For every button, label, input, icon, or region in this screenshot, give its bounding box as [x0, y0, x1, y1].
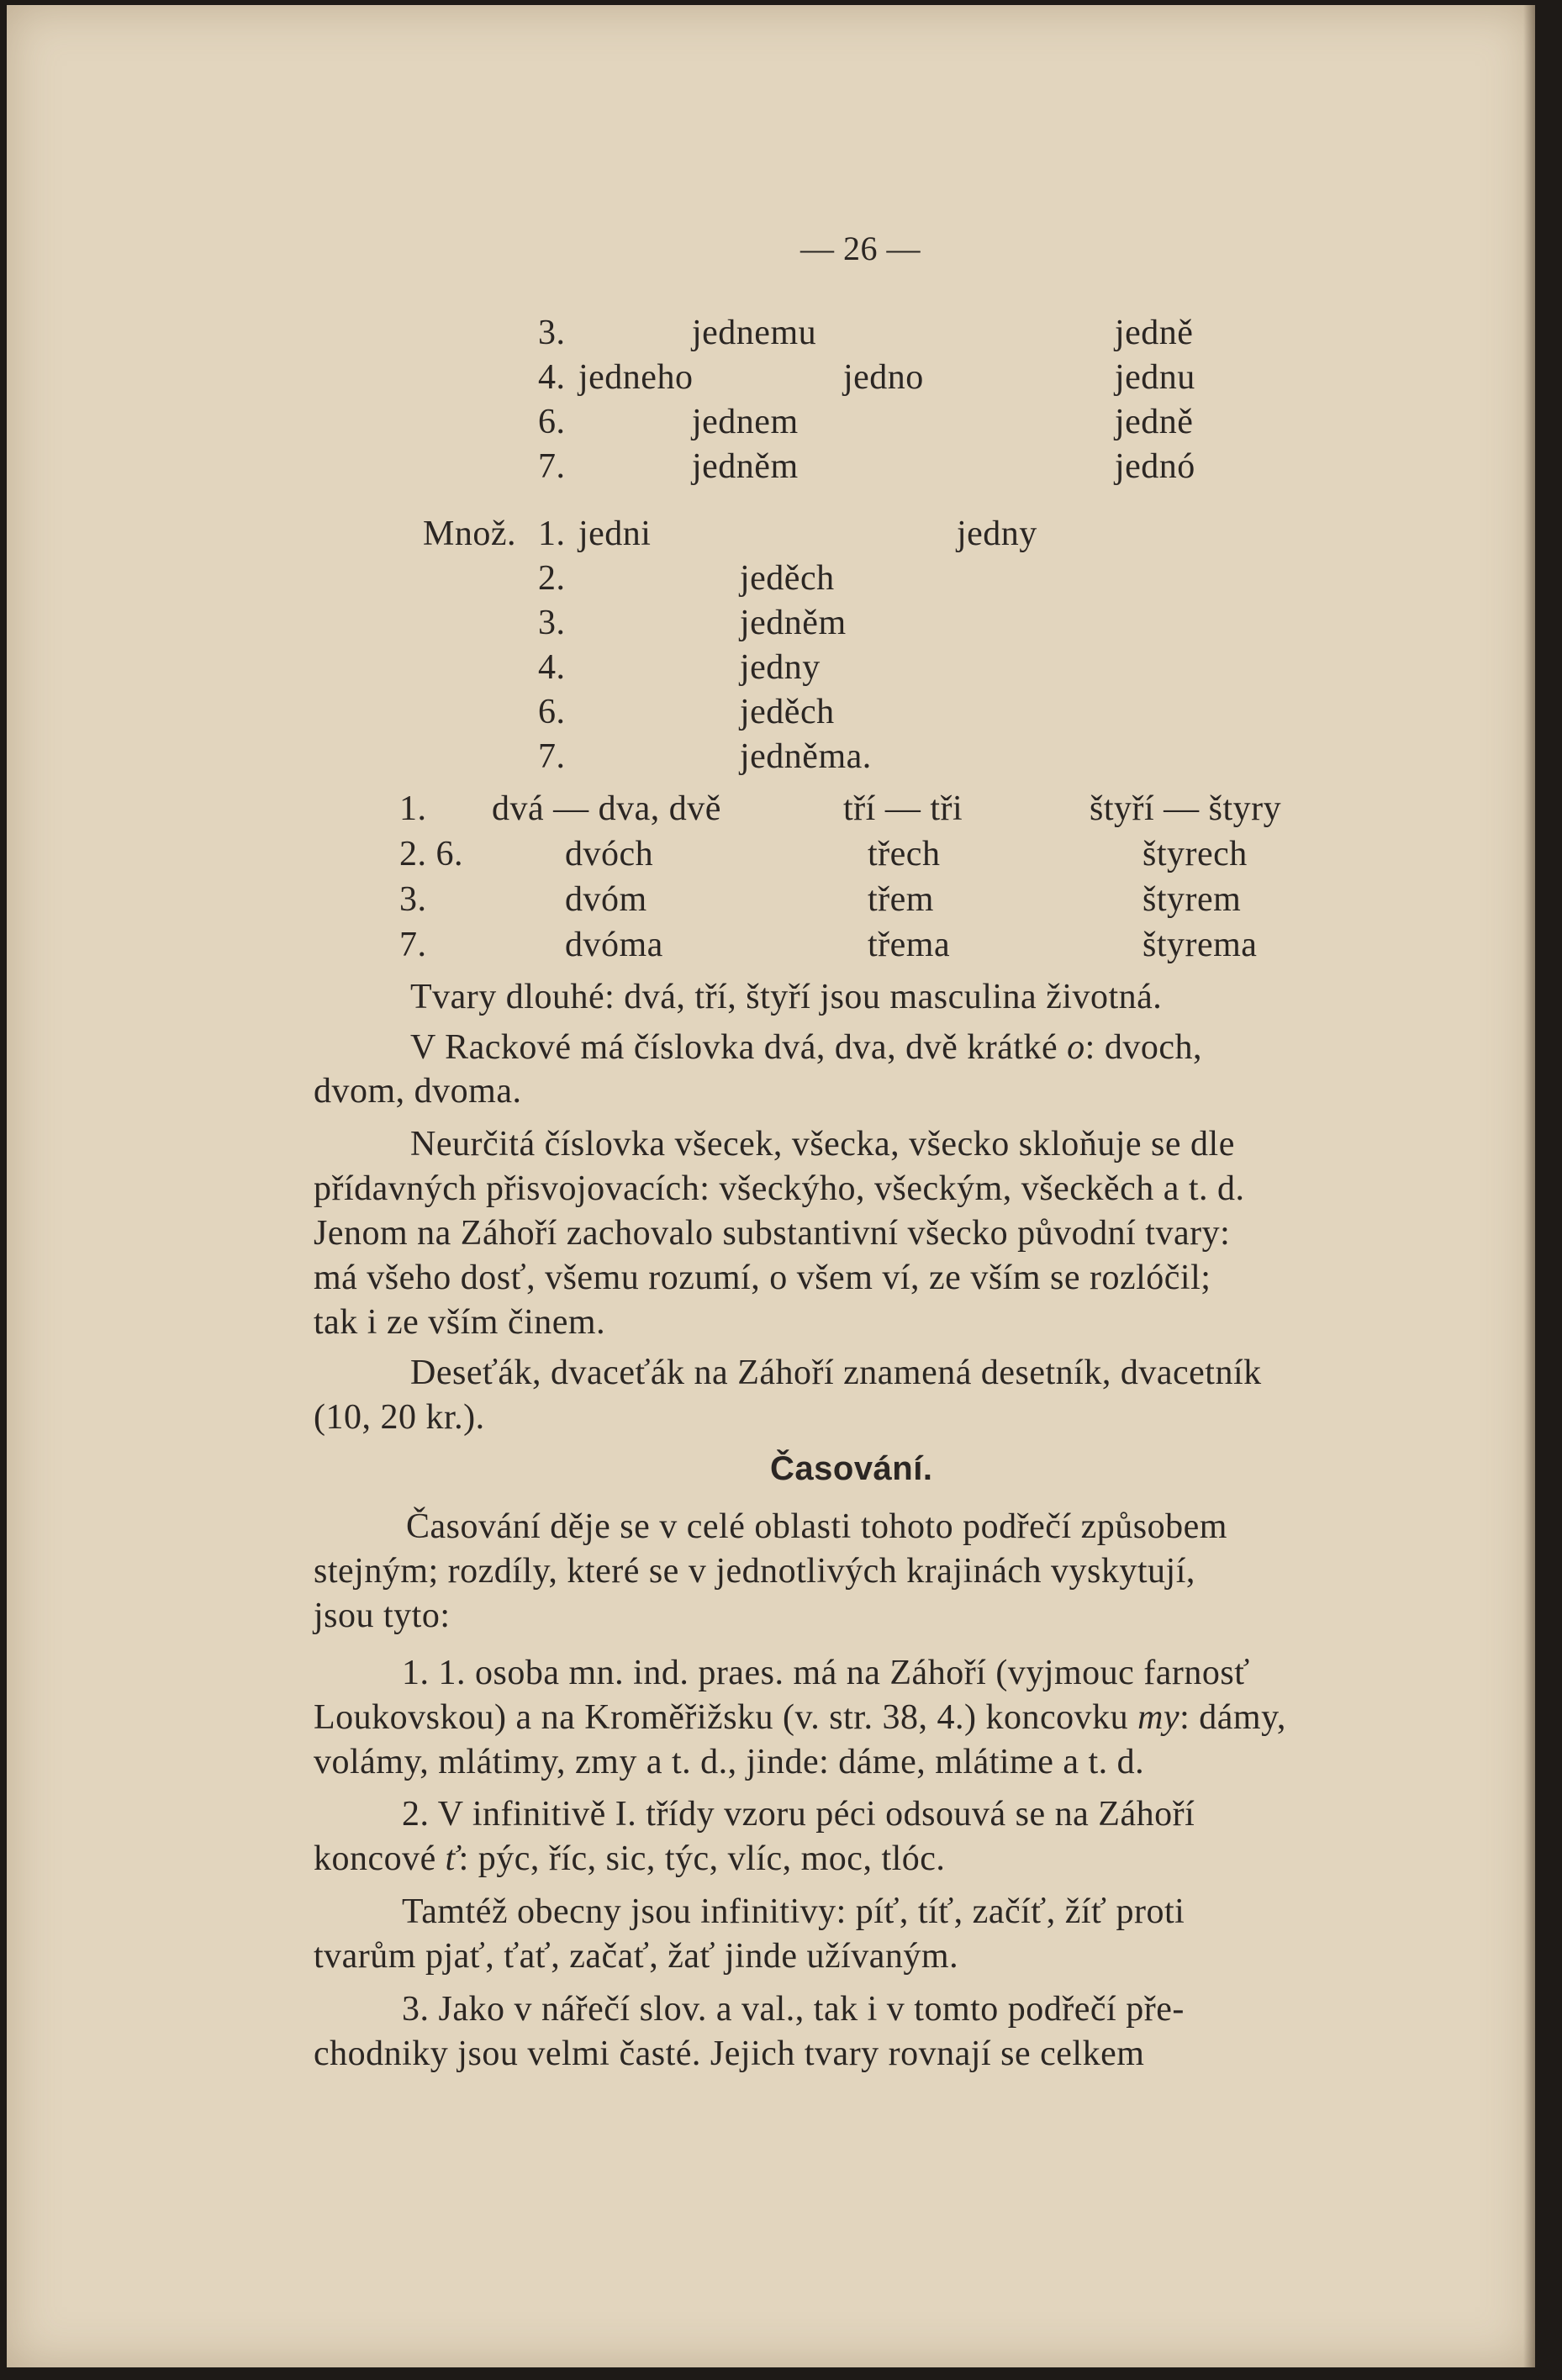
plural-label: Množ. [423, 515, 516, 553]
case-number: 7. [399, 926, 427, 964]
case-number: 3. [399, 880, 427, 919]
form-fem: jednó [1115, 447, 1195, 486]
italic-letter: o [1067, 1028, 1085, 1067]
book-page [7, 5, 1535, 2367]
case-number: 3. [538, 314, 566, 352]
form-masc: jedněm [692, 447, 799, 486]
form: jeděch [740, 559, 835, 598]
paragraph-line: Deseťák, dvaceťák na Záhoří znamená desetník, dvacetník [410, 1354, 1262, 1392]
paragraph-line: 3. Jako v nářečí slov. a val., tak i v tomto podřečí pře- [402, 1990, 1185, 2029]
paragraph-line: jsou tyto: [314, 1596, 451, 1635]
form-masc: jedneho [578, 358, 694, 397]
numeral-four: štyrem [1142, 880, 1242, 919]
page-number: — 26 — [800, 230, 921, 267]
paragraph-line: Neurčitá číslovka všecek, všecka, všecko skloňuje se dle [410, 1125, 1235, 1164]
form-masc: jednem [692, 403, 799, 441]
paragraph-line: přídavných přisvojovacích: všeckýho, všeckým, všeckěch a t. d. [314, 1169, 1245, 1208]
case-number: 7. [538, 447, 566, 486]
numeral-three: třem [868, 880, 934, 919]
text-span: Loukovskou) a na Kroměřižsku (v. str. 38, 4.) koncovku [314, 1698, 1129, 1737]
text-span: koncové [314, 1839, 436, 1878]
italic-letter: ť [445, 1839, 459, 1878]
paragraph-line [410, 1027, 1202, 1068]
text-span: : dámy, [1179, 1698, 1286, 1737]
paragraph-line: má všeho dosť, všemu rozumí, o všem ví, ze vším se rozlóčil; [314, 1259, 1211, 1297]
case-number: 3. [538, 604, 566, 642]
text-span: V Rackové má číslovka dvá, dva, dvě krátké [410, 1028, 1058, 1067]
form: jedněm [740, 604, 847, 642]
numeral-four: štyří — štyry [1090, 789, 1282, 828]
paragraph-line: Časování děje se v celé oblasti tohoto podřečí způsobem [406, 1507, 1227, 1546]
form-masc: jednemu [692, 314, 817, 352]
numeral-two: dvá — dva, dvě [492, 789, 721, 828]
case-number: 4. [538, 358, 566, 397]
form-fem: jednu [1115, 358, 1195, 397]
case-number: 6. [538, 693, 566, 731]
page-edge-shadow [1523, 5, 1535, 2367]
numeral-four: štyrema [1142, 926, 1258, 964]
paragraph-line: tvarům pjať, ťať, začať, žať jinde užívaným. [314, 1937, 959, 1976]
paragraph-line: 1. 1. osoba mn. ind. praes. má na Záhoří (vyjmouc farnosť [402, 1654, 1250, 1692]
paragraph-line [314, 1697, 1286, 1738]
paragraph-line: chodniky jsou velmi časté. Jejich tvary rovnají se celkem [314, 2034, 1145, 2073]
numeral-two: dvóma [565, 926, 663, 964]
numeral-three: třech [868, 835, 941, 873]
numeral-three: tří — tři [843, 789, 963, 828]
italic-ending: my [1137, 1698, 1180, 1737]
case-number: 4. [538, 648, 566, 687]
paragraph-line: dvom, dvoma. [314, 1072, 522, 1111]
case-number: 1. [538, 515, 566, 553]
case-number: 2. [538, 559, 566, 598]
paragraph-line: volámy, mlátimy, zmy a t. d., jinde: dáme, mlátime a t. d. [314, 1743, 1145, 1781]
section-heading: Časování. [770, 1450, 933, 1487]
paragraph-line [314, 1839, 945, 1879]
case-number: 2. 6. [399, 835, 463, 873]
form: jeděch [740, 693, 835, 731]
numeral-two: dvóm [565, 880, 647, 919]
text-span: : pýc, říc, sic, týc, vlíc, moc, tlóc. [458, 1839, 946, 1878]
paragraph-long-forms: Tvary dlouhé: dvá, tří, štyří jsou masculina životná. [410, 978, 1163, 1016]
paragraph-line: Jenom na Záhoří zachovalo substantivní všecko původní tvary: [314, 1214, 1231, 1253]
form-fem: jedny [957, 515, 1037, 553]
paragraph-line: tak i ze vším činem. [314, 1303, 606, 1342]
paragraph-line: stejným; rozdíly, které se v jednotlivých krajinách vyskytují, [314, 1552, 1195, 1591]
form: jedny [740, 648, 821, 687]
form-fem: jedně [1115, 314, 1194, 352]
text-span: : dvoch, [1084, 1028, 1202, 1067]
case-number: 1. [399, 789, 427, 828]
numeral-three: třema [868, 926, 951, 964]
paragraph-line: Tamtéž obecny jsou infinitivy: píť, tíť, začíť, žíť proti [402, 1892, 1185, 1931]
paragraph-line: (10, 20 kr.). [314, 1398, 485, 1437]
form-neut: jedno [843, 358, 924, 397]
form-masc: jedni [578, 515, 652, 553]
form: jedněma. [740, 737, 872, 776]
numeral-four: štyrech [1142, 835, 1248, 873]
case-number: 6. [538, 403, 566, 441]
numeral-two: dvóch [565, 835, 654, 873]
case-number: 7. [538, 737, 566, 776]
paragraph-line: 2. V infinitivě I. třídy vzoru péci odsouvá se na Záhoří [402, 1795, 1195, 1834]
form-fem: jedně [1115, 403, 1194, 441]
